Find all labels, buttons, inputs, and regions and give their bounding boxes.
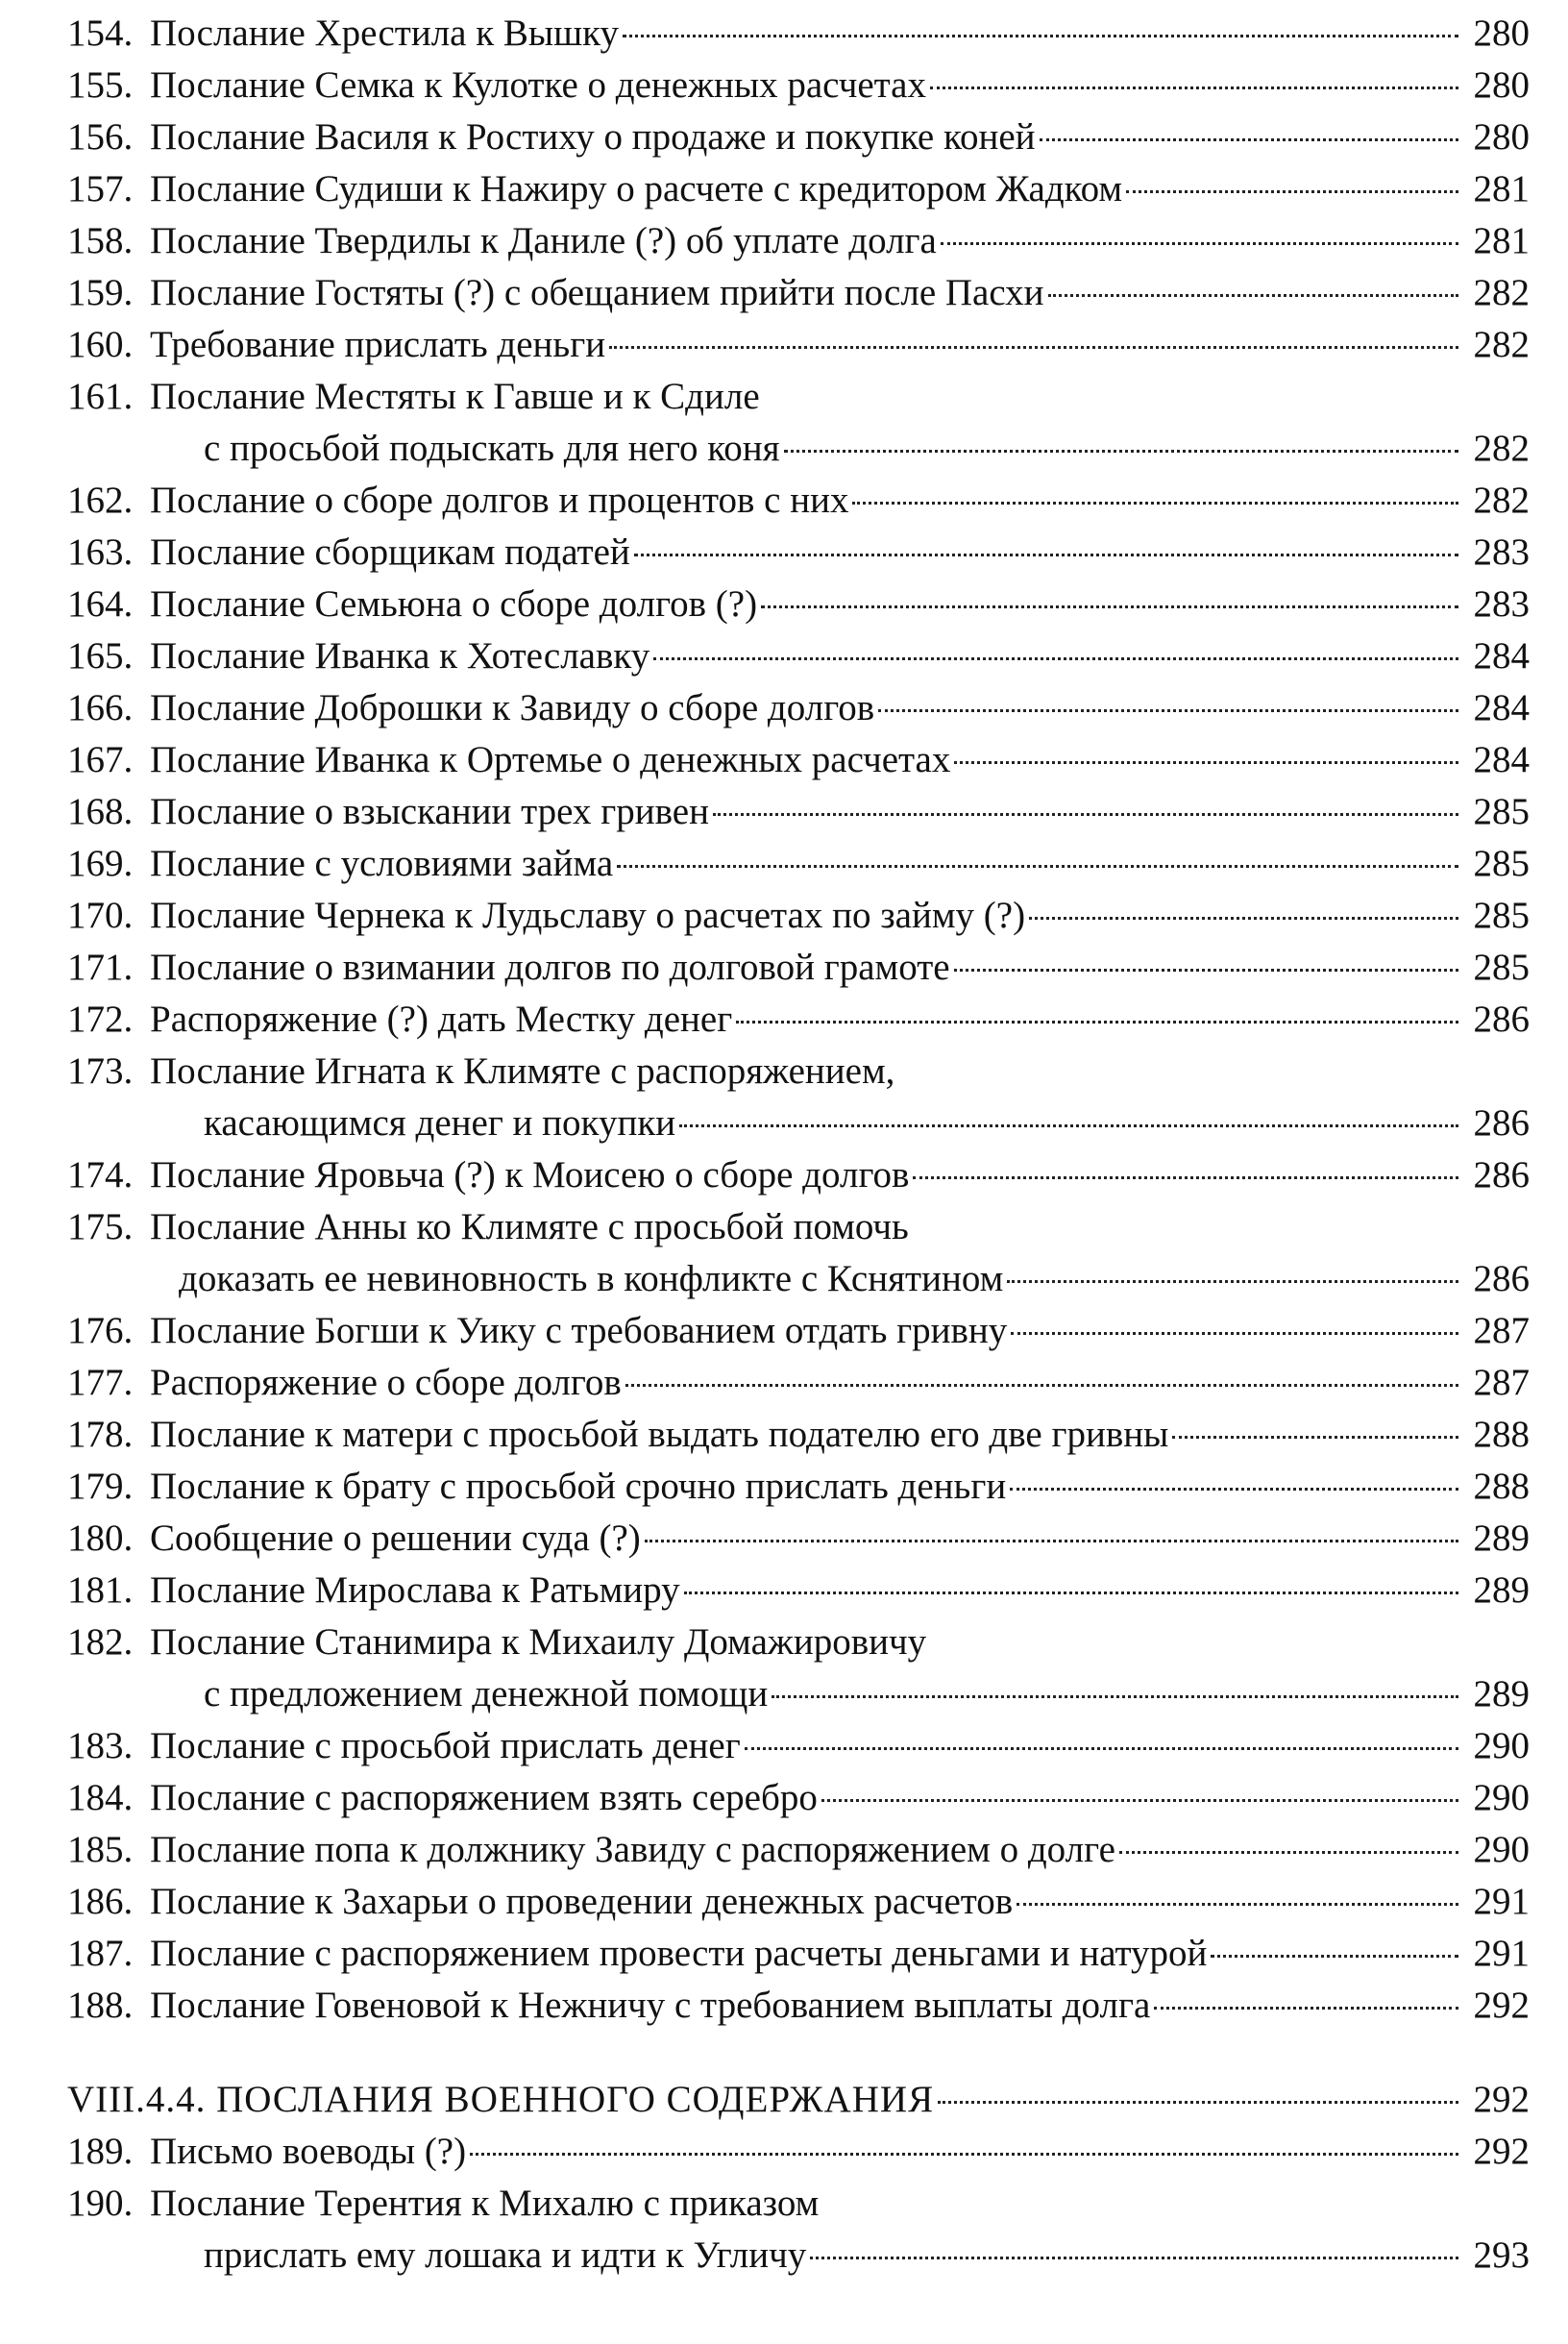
- entry-number: 180.: [67, 1517, 134, 1559]
- entry-page-number: 291: [1473, 1933, 1530, 1974]
- entry-title: Послание с распоряжением взять серебро: [150, 1777, 818, 1818]
- toc-list: [67, 8, 1530, 2032]
- entry-page-number: 292: [1473, 2131, 1530, 2172]
- toc-entry: [67, 527, 1530, 579]
- entry-page-number: 283: [1473, 583, 1530, 625]
- entry-title: Послание с условиями займа: [150, 843, 614, 884]
- entry-page-number: 289: [1473, 1569, 1530, 1611]
- toc-line: [67, 1928, 1530, 1980]
- entry-page-number: 281: [1473, 220, 1530, 261]
- entry-page-number: 286: [1473, 1258, 1530, 1299]
- entry-title: Распоряжение (?) дать Местку денег: [150, 999, 733, 1040]
- dot-leader: [623, 35, 1458, 37]
- entry-page-number: 280: [1473, 116, 1530, 158]
- dot-leader: [772, 1695, 1458, 1698]
- toc-line: [67, 111, 1530, 163]
- entry-number: 161.: [67, 376, 134, 417]
- dot-leader: [1154, 2007, 1458, 2010]
- dot-leader: [810, 2257, 1458, 2259]
- dot-leader: [684, 1591, 1458, 1594]
- toc-entry: [67, 1357, 1530, 1409]
- toc-line: [67, 60, 1530, 111]
- entry-number: 185.: [67, 1829, 134, 1870]
- entry-page-number: 287: [1473, 1310, 1530, 1351]
- entry-number: 186.: [67, 1881, 134, 1922]
- entry-title: Послание Доброшки к Завиду о сборе долгов: [150, 687, 875, 728]
- entry-page-number: 285: [1473, 947, 1530, 988]
- entry-page-number: 284: [1473, 687, 1530, 728]
- toc-line: [67, 1149, 1530, 1201]
- entry-page-number: 286: [1473, 1154, 1530, 1196]
- entry-page-number: 289: [1473, 1673, 1530, 1715]
- toc-line: [67, 1409, 1530, 1461]
- toc-line: [67, 994, 1530, 1046]
- toc-line: [67, 890, 1530, 942]
- toc-line: [67, 1305, 1530, 1357]
- entry-title: с предложением денежной помощи: [204, 1673, 769, 1715]
- dot-leader: [634, 554, 1458, 556]
- entry-number: 189.: [67, 2131, 134, 2172]
- toc-line: [67, 319, 1530, 371]
- entry-title: Послание с распоряжением провести расчеты деньгами и натурой: [150, 1933, 1208, 1974]
- toc-line: [67, 2178, 1530, 2230]
- dot-leader: [1011, 1332, 1458, 1335]
- toc-line: [67, 267, 1530, 319]
- entry-page-number: 282: [1473, 324, 1530, 365]
- toc-line: [67, 2230, 1530, 2282]
- entry-title: Послание к Захарьи о проведении денежных расчетов: [150, 1881, 1014, 1922]
- toc-line: [67, 1616, 1530, 1668]
- section-gap: [67, 2032, 1530, 2074]
- entry-title: Сообщение о решении суда (?): [150, 1517, 641, 1559]
- entry-number: 176.: [67, 1310, 134, 1351]
- entry-title: Послание Гостяты (?) с обещанием прийти после Пасхи: [150, 272, 1044, 313]
- entry-title: Послание Терентия к Михалю с приказом: [150, 2183, 820, 2224]
- entry-number: 177.: [67, 1362, 134, 1403]
- toc-line: [67, 630, 1530, 682]
- toc-entry: [67, 215, 1530, 267]
- entry-page-number: 286: [1473, 999, 1530, 1040]
- dot-leader: [913, 1176, 1458, 1179]
- entry-page-number: 281: [1473, 168, 1530, 210]
- entry-number: 181.: [67, 1569, 134, 1611]
- toc-entry: [67, 2126, 1530, 2178]
- toc-line: [67, 423, 1530, 475]
- entry-number: 154.: [67, 12, 134, 54]
- entry-title: Послание о сборе долгов и процентов с них: [150, 480, 849, 521]
- toc-entry: [67, 1928, 1530, 1980]
- toc-entry: [67, 111, 1530, 163]
- entry-number: 190.: [67, 2183, 134, 2224]
- section-list: [67, 2126, 1530, 2282]
- entry-page-number: 282: [1473, 428, 1530, 469]
- toc-entry: [67, 786, 1530, 838]
- entry-number: 179.: [67, 1466, 134, 1507]
- dot-leader: [954, 761, 1458, 764]
- entry-number: 155.: [67, 64, 134, 106]
- toc-entry: [67, 60, 1530, 111]
- entry-page-number: 282: [1473, 272, 1530, 313]
- dot-leader: [1017, 1903, 1458, 1906]
- entry-title: Послание Станимира к Михаилу Домажировичу: [150, 1621, 927, 1663]
- toc-entry: [67, 1772, 1530, 1824]
- entry-title: Послание к матери с просьбой выдать подателю его две гривны: [150, 1414, 1169, 1455]
- entry-page-number: 288: [1473, 1466, 1530, 1507]
- entry-page-number: 290: [1473, 1829, 1530, 1870]
- entry-title: Послание Судиши к Нажиру о расчете с кредитором Жадком: [150, 168, 1123, 210]
- toc-line: [67, 215, 1530, 267]
- entry-number: 163.: [67, 531, 134, 573]
- toc-line: [67, 1513, 1530, 1565]
- dot-leader: [645, 1540, 1458, 1542]
- toc-entry: [67, 1409, 1530, 1461]
- entry-page-number: 290: [1473, 1725, 1530, 1766]
- entry-number: 184.: [67, 1777, 134, 1818]
- toc-entry: [67, 319, 1530, 371]
- entry-number: 169.: [67, 843, 134, 884]
- section-page-number: 292: [1473, 2079, 1530, 2120]
- entry-number: 178.: [67, 1414, 134, 1455]
- entry-number: 160.: [67, 324, 134, 365]
- toc-line: [67, 527, 1530, 579]
- toc-entry: [67, 1876, 1530, 1928]
- dot-leader: [821, 1799, 1458, 1802]
- entry-title: Послание Мирослава к Ратьмиру: [150, 1569, 680, 1611]
- toc-entry: [67, 371, 1530, 475]
- entry-title: с просьбой подыскать для него коня: [204, 428, 780, 469]
- entry-number: 168.: [67, 791, 134, 832]
- toc-entry: [67, 1565, 1530, 1616]
- dot-leader: [1029, 917, 1458, 920]
- toc-line: [67, 1980, 1530, 2032]
- entry-number: 167.: [67, 739, 134, 780]
- section-title: VIII.4.4. ПОСЛАНИЯ ВОЕННОГО СОДЕРЖАНИЯ: [67, 2079, 935, 2120]
- dot-leader: [470, 2153, 1458, 2156]
- entry-title: доказать ее невиновность в конфликте с Кснятином: [179, 1258, 1004, 1299]
- entry-number: 175.: [67, 1206, 134, 1247]
- entry-page-number: 282: [1473, 480, 1530, 521]
- entry-number: 187.: [67, 1933, 134, 1974]
- entry-title: Послание Иванка к Хотеславку: [150, 635, 650, 677]
- entry-page-number: 290: [1473, 1777, 1530, 1818]
- entry-title: Послание Яровьча (?) к Моисею о сборе долгов: [150, 1154, 910, 1196]
- toc-entry: [67, 1824, 1530, 1876]
- entry-page-number: 284: [1473, 635, 1530, 677]
- entry-title: Послание Чернека к Лудьславу о расчетах по займу (?): [150, 895, 1026, 936]
- dot-leader: [679, 1124, 1458, 1127]
- dot-leader: [1007, 1280, 1458, 1283]
- toc-line: [67, 786, 1530, 838]
- toc-line: [67, 1253, 1530, 1305]
- toc-line: [67, 682, 1530, 734]
- entry-page-number: 283: [1473, 531, 1530, 573]
- entry-number: 162.: [67, 480, 134, 521]
- entry-page-number: 285: [1473, 843, 1530, 884]
- toc-entry: [67, 682, 1530, 734]
- dot-leader: [1126, 190, 1458, 193]
- entry-title: Послание с просьбой прислать денег: [150, 1725, 741, 1766]
- dot-leader: [938, 2101, 1458, 2104]
- dot-leader: [617, 865, 1458, 868]
- entry-title: Послание сборщикам податей: [150, 531, 630, 573]
- toc-line: [67, 163, 1530, 215]
- dot-leader: [941, 242, 1458, 245]
- dot-leader: [653, 657, 1458, 660]
- dot-leader: [1172, 1436, 1458, 1439]
- toc-entry: [67, 994, 1530, 1046]
- entry-title: Послание Василя к Ростиху о продаже и покупке коней: [150, 116, 1036, 158]
- toc-line: [67, 1565, 1530, 1616]
- entry-title: Послание попа к должнику Завиду с распоряжением о долге: [150, 1829, 1115, 1870]
- toc-line: [67, 1720, 1530, 1772]
- entry-number: 171.: [67, 947, 134, 988]
- entry-number: 173.: [67, 1050, 134, 1092]
- toc-entry: [67, 1305, 1530, 1357]
- entry-number: 164.: [67, 583, 134, 625]
- toc-entry: [67, 942, 1530, 994]
- entry-page-number: 285: [1473, 895, 1530, 936]
- toc-line: [67, 1668, 1530, 1720]
- entry-title: Послание Говеновой к Нежничу с требованием выплаты долга: [150, 1985, 1151, 2026]
- toc-line: [67, 1824, 1530, 1876]
- entry-page-number: 288: [1473, 1414, 1530, 1455]
- toc-line: [67, 1772, 1530, 1824]
- toc-entry: [67, 734, 1530, 786]
- dot-leader: [761, 605, 1458, 608]
- entry-title: Послание Семка к Кулотке о денежных расчетах: [150, 64, 926, 106]
- toc-line: [67, 1201, 1530, 1253]
- entry-page-number: 280: [1473, 64, 1530, 106]
- toc-line: [67, 579, 1530, 630]
- dot-leader: [1010, 1488, 1458, 1491]
- dot-leader: [1040, 138, 1458, 141]
- section-heading: [67, 2074, 1530, 2126]
- entry-number: 157.: [67, 168, 134, 210]
- entry-title: Послание к брату с просьбой срочно прислать деньги: [150, 1466, 1007, 1507]
- entry-title: Послание Богши к Уику с требованием отдать гривну: [150, 1310, 1008, 1351]
- entry-number: 170.: [67, 895, 134, 936]
- entry-title: Послание о взимании долгов по долговой грамоте: [150, 947, 950, 988]
- toc-entry: [67, 1513, 1530, 1565]
- dot-leader: [625, 1384, 1458, 1387]
- entry-title: Распоряжение о сборе долгов: [150, 1362, 622, 1403]
- toc-entry: [67, 1461, 1530, 1513]
- dot-leader: [609, 346, 1458, 349]
- entry-title: Послание Анны ко Климяте с просьбой помочь: [150, 1206, 909, 1247]
- entry-title: Послание о взыскании трех гривен: [150, 791, 709, 832]
- entry-title: Послание Семьюна о сборе долгов (?): [150, 583, 758, 625]
- entry-number: 159.: [67, 272, 134, 313]
- entry-number: 188.: [67, 1985, 134, 2026]
- toc-entry: [67, 579, 1530, 630]
- toc-line: [67, 942, 1530, 994]
- toc-entry: [67, 1980, 1530, 2032]
- dot-leader: [1211, 1955, 1458, 1958]
- entry-number: 183.: [67, 1725, 134, 1766]
- entry-page-number: 289: [1473, 1517, 1530, 1559]
- dot-leader: [1119, 1851, 1458, 1854]
- toc-entry: [67, 8, 1530, 60]
- entry-page-number: 287: [1473, 1362, 1530, 1403]
- toc-line: [67, 1098, 1530, 1149]
- dot-leader: [713, 813, 1458, 816]
- dot-leader: [852, 502, 1458, 505]
- entry-title: Послание Иванка к Ортемье о денежных расчетах: [150, 739, 951, 780]
- toc-line: [67, 838, 1530, 890]
- toc-entry: [67, 1149, 1530, 1201]
- entry-number: 182.: [67, 1621, 134, 1663]
- entry-number: 174.: [67, 1154, 134, 1196]
- entry-page-number: 286: [1473, 1102, 1530, 1144]
- entry-number: 165.: [67, 635, 134, 677]
- toc-line: [67, 1876, 1530, 1928]
- entry-page-number: 291: [1473, 1881, 1530, 1922]
- toc-line: [67, 734, 1530, 786]
- entry-page-number: 284: [1473, 739, 1530, 780]
- entry-number: 158.: [67, 220, 134, 261]
- toc-page: [67, 8, 1530, 2282]
- dot-leader: [736, 1021, 1458, 1024]
- entry-title: Послание Хрестила к Вышку: [150, 12, 620, 54]
- toc-line: [67, 2126, 1530, 2178]
- toc-line: [67, 8, 1530, 60]
- toc-entry: [67, 630, 1530, 682]
- dot-leader: [784, 450, 1458, 453]
- toc-line: [67, 1046, 1530, 1098]
- dot-leader: [954, 969, 1458, 972]
- toc-entry: [67, 1720, 1530, 1772]
- entry-number: 156.: [67, 116, 134, 158]
- toc-line: [67, 1357, 1530, 1409]
- toc-line: [67, 1461, 1530, 1513]
- toc-line: [67, 475, 1530, 527]
- toc-entry: [67, 1616, 1530, 1720]
- toc-entry: [67, 1201, 1530, 1305]
- toc-entry: [67, 475, 1530, 527]
- toc-entry: [67, 1046, 1530, 1149]
- entry-number: 172.: [67, 999, 134, 1040]
- toc-entry: [67, 267, 1530, 319]
- toc-entry: [67, 838, 1530, 890]
- entry-title: касающимся денег и покупки: [204, 1102, 676, 1144]
- toc-entry: [67, 163, 1530, 215]
- entry-page-number: 293: [1473, 2234, 1530, 2276]
- entry-title: Послание Игната к Климяте с распоряжением,: [150, 1050, 895, 1092]
- toc-entry: [67, 890, 1530, 942]
- entry-title: Письмо воеводы (?): [150, 2131, 467, 2172]
- entry-page-number: 285: [1473, 791, 1530, 832]
- entry-number: 166.: [67, 687, 134, 728]
- dot-leader: [745, 1747, 1458, 1750]
- entry-title: прислать ему лошака и идти к Угличу: [204, 2234, 807, 2276]
- dot-leader: [1048, 294, 1458, 297]
- entry-page-number: 280: [1473, 12, 1530, 54]
- entry-page-number: 292: [1473, 1985, 1530, 2026]
- entry-title: Послание Местяты к Гавше и к Сдиле: [150, 376, 760, 417]
- toc-line: [67, 371, 1530, 423]
- dot-leader: [878, 709, 1458, 712]
- entry-title: Послание Твердилы к Даниле (?) об уплате долга: [150, 220, 937, 261]
- entry-title: Требование прислать деньги: [150, 324, 606, 365]
- dot-leader: [930, 86, 1458, 89]
- toc-entry: [67, 2178, 1530, 2282]
